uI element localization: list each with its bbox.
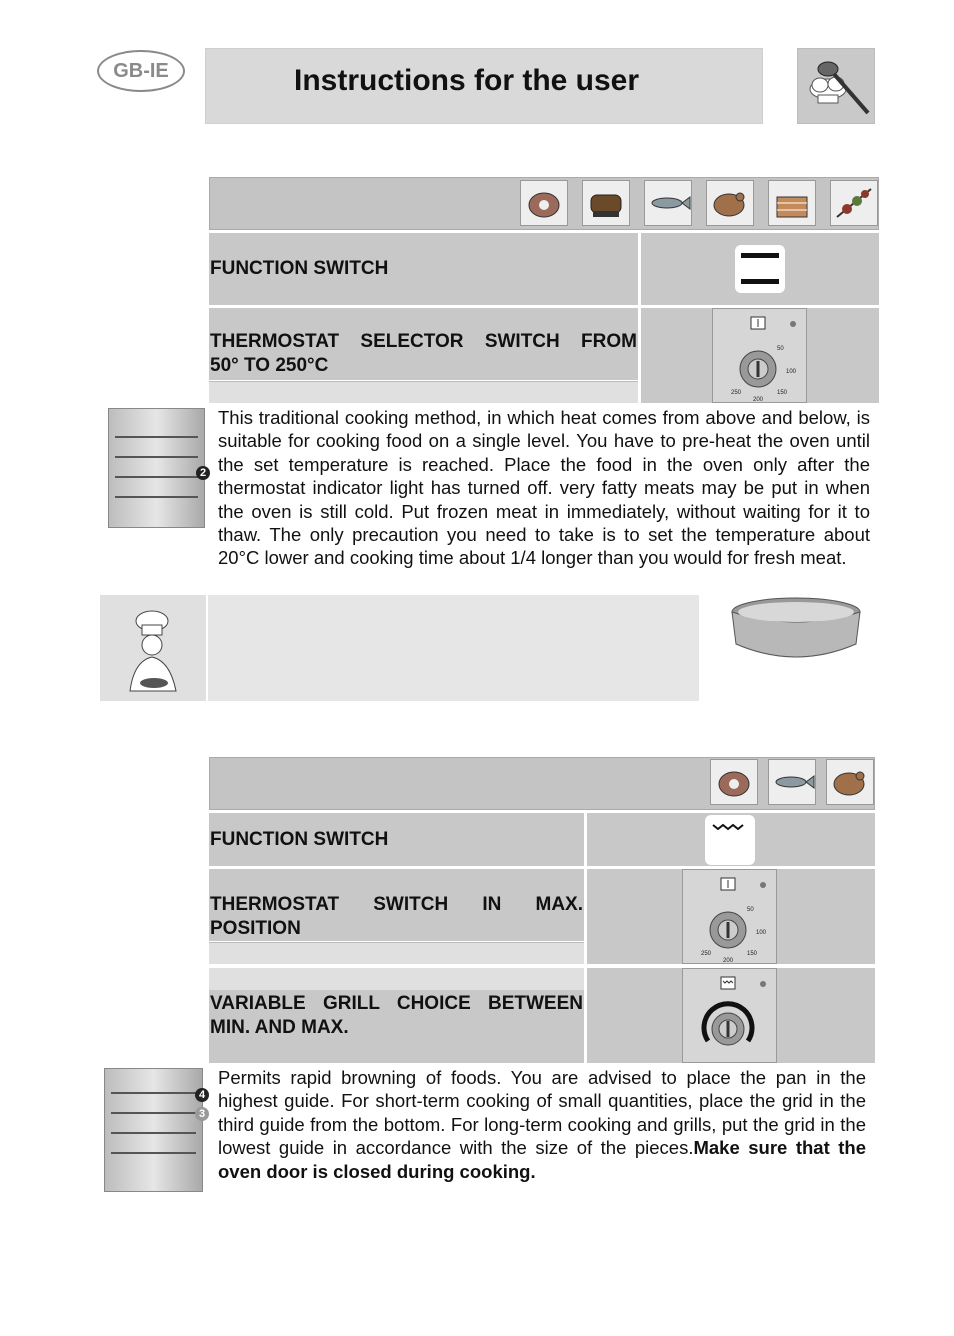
bread-icon: [582, 180, 630, 226]
s1-function-label-cell: [209, 233, 638, 305]
svg-text:50: 50: [747, 907, 754, 913]
svg-text:100: 100: [786, 369, 797, 375]
svg-text:200: 200: [723, 958, 734, 963]
s2-thermostat-label-line1: THERMOSTAT SWITCH IN MAX.: [210, 894, 583, 915]
s1-thermostat-dial-cell: [641, 308, 879, 403]
ham-icon: [710, 759, 758, 805]
svg-text:250: 250: [701, 951, 712, 957]
top-bottom-heat-icon: [735, 245, 785, 293]
s2-thermostat-dial-cell: [587, 869, 875, 964]
s2-grill-label-line2: MIN. AND MAX.: [210, 1017, 349, 1038]
s1-thermostat-label-line2: 50° TO 250°C: [210, 355, 329, 376]
shelf-number-3: 3: [195, 1107, 209, 1121]
s2-function-symbol-cell: [587, 813, 875, 866]
s2-grill-top-row: [209, 968, 584, 990]
s2-thermostat-label-cell: [209, 869, 584, 941]
s2-description-text: Permits rapid browning of foods. You are advised to place the pan in the highest guide. For short-term cooking of small quantities, place the grid in the third guide from the bottom. For long-term cooking and grills, put the grid in the lowest guide in accordance with the size of the pieces.: [218, 1067, 866, 1159]
s1-description: This traditional cooking method, in which heat comes from above and below, is suitable for cooking food on a single level. You have to pre-heat the oven until the set temperature is reached. Place the food in the oven only after the thermostat indicator light has turned off. very fatty meats may be put in when the oven is still cold. Put frozen meat in immediately, without waiting for it to thaw. The only precaution you need to take is to set the temperature about 20°C lower and cooking time about 1/4 longer than you would for fresh meat.: [218, 407, 870, 569]
s2-function-switch-label: FUNCTION SWITCH: [210, 829, 389, 850]
shelf-number-4: 4: [195, 1088, 209, 1102]
thermostat-dial: [682, 869, 777, 964]
section2-food-icons: [710, 759, 876, 807]
section1-food-icons: [520, 180, 876, 228]
s2-grill-label-line1: VARIABLE GRILL CHOICE BETWEEN: [210, 993, 583, 1014]
chef-icon: [100, 595, 208, 701]
grill-icon: [705, 815, 755, 865]
language-code: GB-IE: [113, 59, 169, 82]
svg-text:150: 150: [747, 951, 758, 957]
svg-text:200: 200: [753, 397, 764, 402]
s1-function-symbol-cell: [641, 233, 879, 305]
oven-shelf-diagram-2: [104, 1068, 203, 1192]
s1-empty-row: [209, 381, 638, 403]
svg-text:150: 150: [777, 390, 788, 396]
cake-tin-icon: [728, 592, 864, 664]
s2-description: [218, 1066, 866, 1183]
s2-empty-row: [209, 942, 584, 964]
poultry-icon: [706, 180, 754, 226]
svg-text:100: 100: [756, 930, 767, 936]
fish-icon: [644, 180, 692, 226]
poultry-icon: [826, 759, 874, 805]
s2-grill-label-cell: [209, 990, 584, 1063]
svg-text:250: 250: [731, 390, 742, 396]
ham-icon: [520, 180, 568, 226]
shelf-number-2: 2: [196, 466, 210, 480]
language-badge: [97, 50, 185, 92]
grill-dial: [682, 968, 777, 1063]
kebab-icon: [830, 180, 878, 226]
svg-text:50: 50: [777, 346, 784, 352]
s1-thermostat-label-cell: [209, 308, 638, 380]
thermostat-dial: [712, 308, 807, 403]
chef-hat-spoon-icon: [797, 48, 875, 124]
cake-icon: [768, 180, 816, 226]
fish-icon: [768, 759, 816, 805]
s1-thermostat-label-line1: THERMOSTAT SELECTOR SWITCH FROM: [210, 331, 637, 352]
oven-shelf-diagram-1: [108, 408, 205, 528]
s2-function-label-cell: [209, 813, 584, 866]
s2-description-bold: Make sure that the oven door is closed during cooking.: [218, 1137, 866, 1182]
page-title: Instructions for the user: [294, 64, 640, 97]
title-bar: [205, 48, 763, 124]
s2-grill-dial-cell: [587, 968, 875, 1063]
s2-thermostat-label-line2: POSITION: [210, 918, 301, 939]
s1-function-switch-label: FUNCTION SWITCH: [210, 258, 389, 279]
